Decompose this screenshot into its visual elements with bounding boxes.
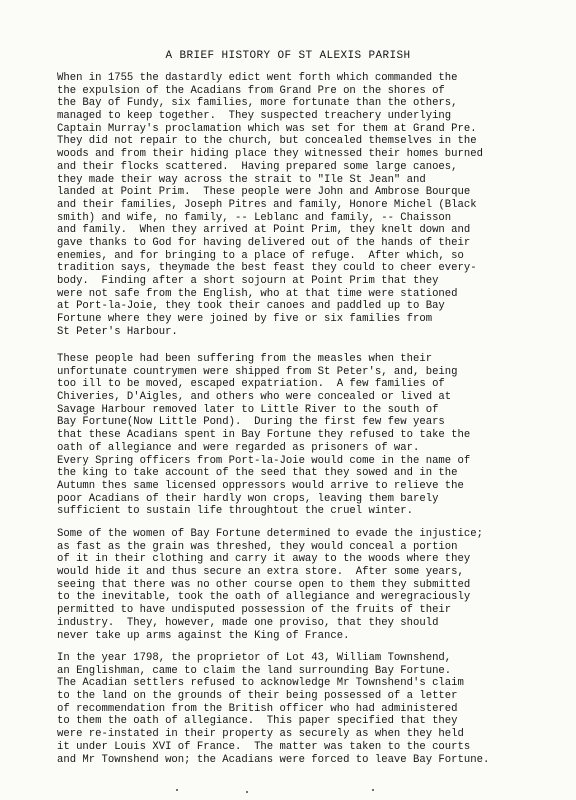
text-line: and family. When they arrived at Point Prim, they knelt down and	[57, 224, 471, 237]
text-line: the king to take account of the seed that they sowed and in the	[57, 467, 458, 480]
text-line: poor Acadians of their hardly won crops, leaving them barely	[57, 492, 439, 505]
text-line: body. Finding after a short sojourn at Point Prim that they	[57, 275, 439, 287]
scan-speck	[246, 791, 248, 793]
text-line: gave thanks to God for having delivered out of the hands of their	[57, 236, 471, 249]
text-line: of recommendation from the British officer who had administered	[57, 702, 458, 715]
text-line: were re-instated in their property as securely as when they held	[57, 728, 464, 741]
text-line: managed to keep together. They suspected treachery underlying	[57, 110, 452, 123]
text-line: and their flocks scattered. Having prepared some large canoes,	[57, 160, 458, 173]
text-line: and Mr Townshend won; the Acadians were forced to leave Bay Fortune.	[57, 753, 490, 766]
text-line: they made their way across the strait to "Ile St Jean" and	[57, 173, 426, 186]
text-line: sufficient to sustain life throughtout the cruel winter.	[57, 505, 414, 518]
text-line: Chiveries, D'Aigles, and others who were concealed or lived at	[57, 391, 452, 404]
text-line: and their families, Joseph Pitres and family, Honore Michel (Black	[57, 198, 477, 211]
text-line: at Port-la-Joie, they took their canoes and paddled up to Bay	[57, 300, 445, 313]
text-line: too ill to be moved, escaped expatriation. A few families of	[57, 378, 445, 391]
text-line: industry. They, however, made one proviso, that they should	[57, 616, 439, 629]
text-line: that these Acadians spent in Bay Fortune they refused to take the	[57, 429, 471, 442]
text-line: They did not repair to the church, but concealed themselves in the	[57, 135, 477, 148]
paragraph-expulsion	[57, 72, 483, 338]
text-line: oath of allegiance and were regarded as prisoners of war.	[57, 441, 420, 454]
text-line: enemies, and for bringing to a place of refuge. After which, so	[57, 249, 464, 262]
text-line: In the year 1798, the proprietor of Lot 43, William Townshend,	[57, 652, 452, 664]
text-line: the Bay of Fundy, six families, more fortunate than the others,	[57, 97, 458, 110]
text-line: The Acadian settlers refused to acknowledge Mr Townshend's claim	[57, 677, 464, 690]
text-line: Some of the women of Bay Fortune determined to evade the injustice;	[57, 528, 483, 540]
paragraph-women	[57, 528, 483, 642]
text-line: Savage Harbour removed later to Little River to the south of	[57, 403, 439, 416]
text-line: woods and from their hiding place they witnessed their homes burned	[57, 148, 483, 161]
text-line: These people had been suffering from the measles when their	[57, 353, 433, 365]
paragraph-townshend	[57, 652, 489, 766]
paragraph-measles	[57, 353, 470, 518]
scan-speck	[372, 789, 374, 791]
text-line: tradition says, theymade the best feast they could to cheer every-	[57, 262, 477, 275]
text-line: the expulsion of the Acadians from Grand Pre on the shores of	[57, 84, 445, 97]
text-line: Bay Fortune(Now Little Pond). During the first few few years	[57, 416, 445, 429]
text-line: never take up arms against the King of France.	[57, 629, 350, 642]
text-line: seeing that there was no other course open to them they submitted	[57, 578, 471, 591]
text-line: Every Spring officers from Port-la-Joie would come in the name of	[57, 454, 471, 467]
text-line: to the land on the grounds of their being possessed of a letter	[57, 690, 458, 703]
text-line: Fortune where they were joined by five or six families from	[57, 313, 433, 326]
text-line: as fast as the grain was threshed, they would conceal a portion	[57, 540, 458, 553]
text-line: landed at Point Prim. These people were John and Ambrose Bourque	[57, 186, 471, 199]
text-line: St Peter's Harbour.	[57, 325, 178, 338]
text-line: of it in their clothing and carry it away to the woods where they	[57, 553, 471, 566]
text-line: Captain Murray's proclamation which was set for them at Grand Pre.	[57, 122, 477, 135]
text-line: to the inevitable, took the oath of allegiance and weregraciously	[57, 591, 471, 604]
text-line: When in 1755 the dastardly edict went forth which commanded the	[57, 72, 458, 84]
scan-speck	[176, 789, 178, 791]
text-line: were not safe from the English, who at that time were stationed	[57, 287, 458, 300]
text-line: would hide it and thus secure an extra store. After some years,	[57, 566, 464, 579]
text-line: an Englishman, came to claim the land surrounding Bay Fortune.	[57, 664, 452, 677]
text-line: Autumn thes same licensed oppressors would arrive to relieve the	[57, 479, 464, 492]
text-line: smith) and wife, no family, -- Leblanc and family, -- Chaisson	[57, 211, 452, 224]
text-line: to them the oath of allegiance. This paper specified that they	[57, 715, 458, 728]
text-line: permitted to have undisputed possession of the fruits of their	[57, 604, 452, 617]
document-title: A BRIEF HISTORY OF ST ALEXIS PARISH	[165, 50, 411, 62]
text-line: it under Louis XVI of France. The matter was taken to the courts	[57, 740, 471, 753]
text-line: unfortunate countrymen were shipped from St Peter's, and, being	[57, 365, 458, 378]
